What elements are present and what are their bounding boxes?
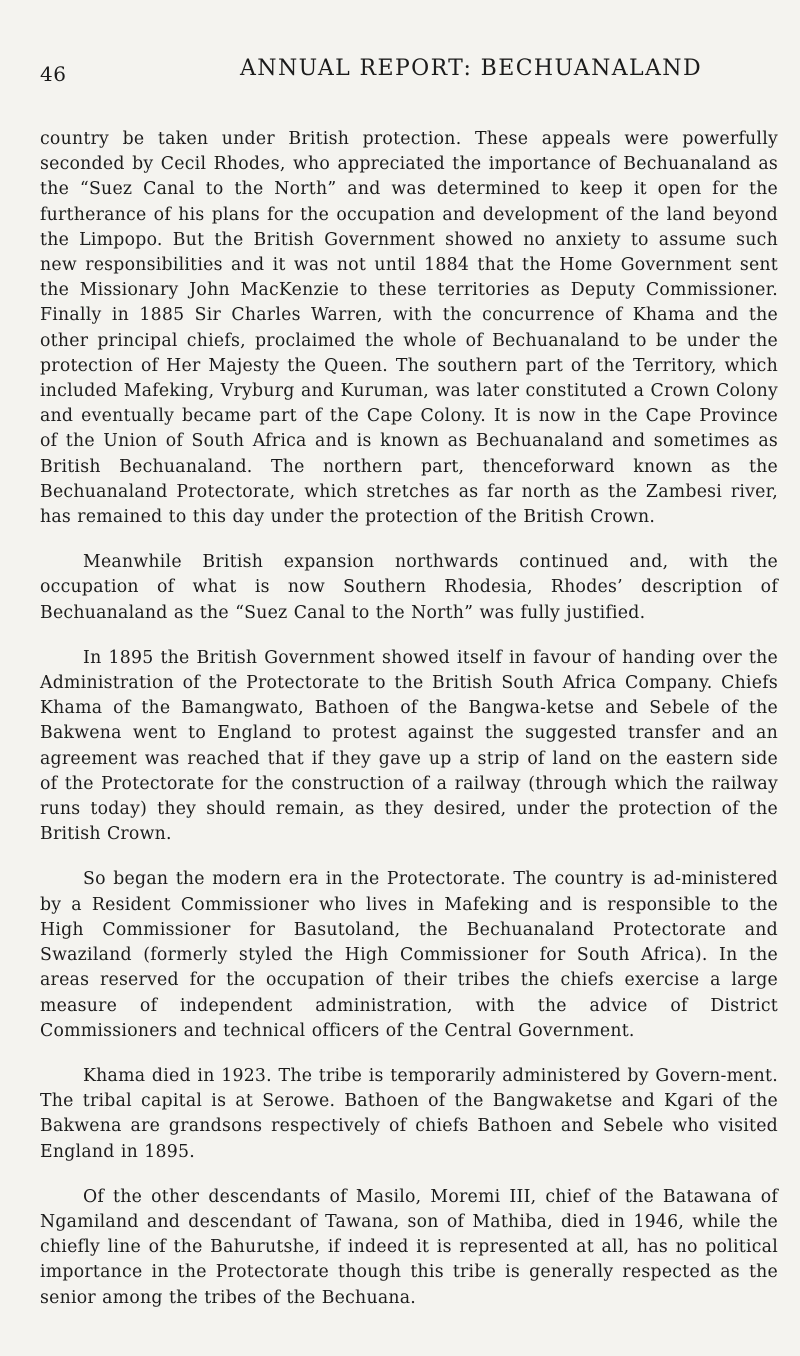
paragraph-5: Khama died in 1923. The tribe is temporarily administered by Govern-ment. The tribal capital is at Serowe. Bathoen of the Bangwaketse and Kgari of the Bakwena are grandsons respectively of chiefs Bathoen and Sebele who visited England in 1895. — [40, 1065, 778, 1162]
running-title: ANNUAL REPORT: BECHUANALAND — [240, 56, 702, 81]
page-number: 46 — [40, 62, 67, 86]
paragraph-2: Meanwhile British expansion northwards continued and, with the occupation of what is now Southern Rhodesia, Rhodes’ description of Bechuanaland as the “Suez Canal to the North” was fully justified. — [40, 552, 778, 623]
paragraph-4: So began the modern era in the Protectorate. The country is ad-ministered by a Resident Commissioner who lives in Mafeking and is responsible to the High Commissioner for Basutoland, the Bechuanaland Protectorate and Swaziland (formerly styled the High Commissioner for South Africa). In the areas reserved for the occupation of their tribes the chiefs exercise a large measure of independent administration, with the advice of District Commissioners and technical officers of the Central Government. — [40, 869, 778, 1041]
body-text — [40, 127, 778, 1311]
paragraph-3: In 1895 the British Government showed itself in favour of handing over the Administration of the Protectorate to the British South Africa Company. Chiefs Khama of the Bamangwato, Bathoen of the Bangwa-ketse and Sebele of the Bakwena went to England to protest against the suggested transfer and an agreement was reached that if they gave up a strip of land on the eastern side of the Protectorate for the construction of a railway (through which the railway runs today) they should remain, as they desired, under the protection of the British Crown. — [40, 647, 778, 845]
paragraph-6: Of the other descendants of Masilo, Moremi III, chief of the Batawana of Ngamiland and descendant of Tawana, son of Mathiba, died in 1946, while the chiefly line of the Bahurutshe, if indeed it is represented at all, has no political importance in the Protectorate though this tribe is generally respected as the senior among the tribes of the Bechuana. — [40, 1186, 778, 1308]
paragraph-1: country be taken under British protection. These appeals were powerfully seconded by Cecil Rhodes, who appreciated the importance of Bechuanaland as the “Suez Canal to the North” and was determined to keep it open for the furtherance of his plans for the occupation and development of the land beyond the Limpopo. But the British Government showed no anxiety to assume such new responsibilities and it was not until 1884 that the Home Government sent the Missionary John MacKenzie to these territories as Deputy Commissioner. Finally in 1885 Sir Charles Warren, with the concurrence of Khama and the other principal chiefs, proclaimed the whole of Bechuanaland to be under the protection of Her Majesty the Queen. The southern part of the Territory, which included Mafeking, Vryburg and Kuruman, was later constituted a Crown Colony and eventually became part of the Cape Colony. It is now in the Cape Province of the Union of South Africa and is known as Bechuanaland and sometimes as British Bechuanaland. The northern part, thenceforward known as the Bechuanaland Protectorate, which stretches as far north as the Zambesi river, has remained to this day under the protection of the British Crown. — [40, 129, 778, 528]
page-header — [40, 48, 772, 92]
